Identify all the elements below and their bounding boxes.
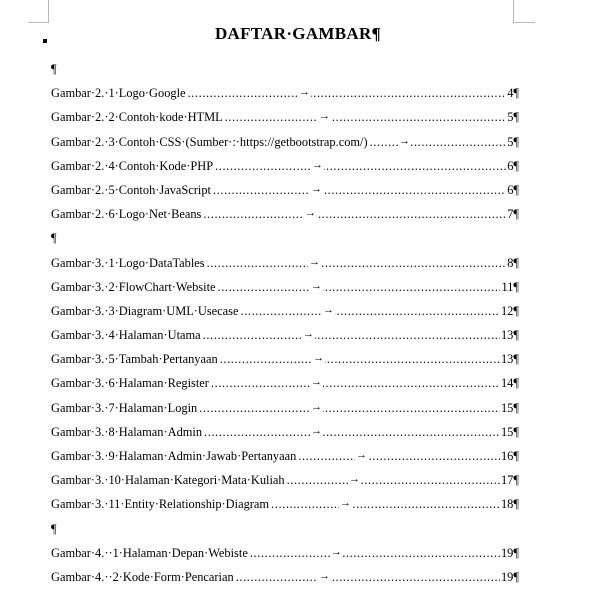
- page-number: 13¶: [500, 352, 519, 367]
- figure-list-entry[interactable]: [51, 130, 519, 154]
- crop-mark-top-left: [28, 22, 49, 23]
- figure-caption: Gambar·3.·8·Halaman·Admin: [51, 424, 203, 439]
- tab-marker-icon: →: [310, 419, 323, 443]
- page-number: 13¶: [500, 328, 519, 343]
- tab-marker-icon: →: [302, 322, 315, 346]
- crop-mark-top-right: [513, 0, 514, 22]
- page-number: 19¶: [500, 569, 519, 584]
- tab-marker-icon: →: [355, 443, 368, 467]
- figure-list-entry[interactable]: [51, 251, 519, 275]
- figure-list-entry[interactable]: [51, 323, 519, 347]
- dot-leader: [225, 105, 506, 129]
- figure-caption: Gambar·2.·3·Contoh·CSS·(Sumber·:·https://getbootstrap.com/): [51, 134, 368, 149]
- page-number: 14¶: [500, 376, 519, 391]
- page-number: 5¶: [507, 110, 519, 125]
- tab-marker-icon: →: [310, 370, 323, 394]
- dot-leader: [213, 178, 506, 202]
- page-number: 7¶: [507, 207, 519, 222]
- figure-caption: Gambar·3.·7·Halaman·Login: [51, 400, 198, 415]
- figure-list-entry[interactable]: [51, 81, 519, 105]
- figure-list-entry[interactable]: [51, 468, 519, 492]
- dot-leader: [207, 251, 507, 275]
- table-of-figures: [51, 57, 519, 589]
- figure-list-entry[interactable]: [51, 275, 519, 299]
- figure-list-entry[interactable]: [51, 444, 519, 468]
- tab-marker-icon: →: [312, 346, 325, 370]
- dot-leader: [218, 275, 501, 299]
- figure-caption: Gambar·3.·5·Tambah·Pertanyaan: [51, 352, 218, 367]
- figure-list-entry[interactable]: [51, 541, 519, 565]
- tab-marker-icon: →: [311, 153, 324, 177]
- figure-list-entry[interactable]: [51, 371, 519, 395]
- figure-caption: Gambar·3.·10·Halaman·Kategori·Mata·Kuliah: [51, 473, 285, 488]
- dot-leader: [203, 323, 500, 347]
- dot-leader: [250, 541, 500, 565]
- figure-caption: Gambar·4.··2·Kode·Form·Pencarian: [51, 569, 234, 584]
- tab-marker-icon: →: [310, 395, 323, 419]
- figure-caption: Gambar·3.·6·Halaman·Register: [51, 376, 209, 391]
- page-number: 6¶: [507, 158, 519, 173]
- tab-marker-icon: →: [310, 274, 323, 298]
- figure-list-entry[interactable]: [51, 105, 519, 129]
- crop-mark-top-right: [513, 22, 535, 23]
- empty-paragraph: ¶: [51, 231, 57, 246]
- figure-caption: Gambar·3.·4·Halaman·Utama: [51, 328, 201, 343]
- dot-leader: [271, 492, 500, 516]
- figure-list-entry[interactable]: [51, 396, 519, 420]
- dot-leader: [199, 396, 500, 420]
- figure-list-entry[interactable]: [51, 202, 519, 226]
- tab-marker-icon: →: [339, 491, 352, 515]
- dot-leader: [298, 444, 500, 468]
- crop-mark-top-left: [48, 0, 49, 22]
- tab-marker-icon: →: [310, 177, 323, 201]
- figure-caption: Gambar·3.·1·Logo·DataTables: [51, 255, 205, 270]
- figure-list-entry[interactable]: [51, 299, 519, 323]
- tab-marker-icon: →: [398, 129, 411, 153]
- figure-list-entry[interactable]: [51, 492, 519, 516]
- dot-leader: [241, 299, 500, 323]
- figure-caption: Gambar·3.·2·FlowChart·Website: [51, 279, 216, 294]
- tab-marker-icon: →: [308, 250, 321, 274]
- empty-paragraph: ¶: [51, 62, 57, 76]
- figure-list-entry[interactable]: [51, 154, 519, 178]
- figure-caption: Gambar·3.·9·Halaman·Admin·Jawab·Pertanyaan: [51, 449, 297, 463]
- page-number: 6¶: [507, 182, 519, 197]
- tab-marker-icon: →: [322, 298, 335, 322]
- dot-leader: [204, 420, 500, 444]
- page-number: 16¶: [500, 449, 519, 463]
- tab-marker-icon: →: [318, 104, 331, 128]
- page-number: 4¶: [507, 86, 519, 101]
- dot-leader: [215, 154, 506, 178]
- figure-caption: Gambar·2.·5·Contoh·JavaScript: [51, 182, 212, 197]
- dot-leader: [236, 565, 500, 589]
- figure-list-entry[interactable]: [51, 347, 519, 371]
- page-number: 11¶: [501, 279, 519, 294]
- figure-caption: Gambar·2.·1·Logo·Google: [51, 86, 186, 101]
- page-title: DAFTAR·GAMBAR¶: [214, 24, 382, 43]
- figure-caption: Gambar·3.·3·Diagram·UML·Usecase: [51, 303, 239, 318]
- tab-marker-icon: →: [318, 564, 331, 588]
- page-number: 18¶: [500, 497, 519, 512]
- tab-marker-icon: →: [330, 540, 343, 564]
- page-number: 15¶: [500, 424, 519, 439]
- tab-marker-icon: →: [304, 201, 317, 225]
- dot-leader: [220, 347, 500, 371]
- empty-paragraph: ¶: [51, 521, 57, 536]
- page-number: 12¶: [500, 303, 519, 318]
- dot-leader: [287, 468, 500, 492]
- dot-leader: [211, 371, 500, 395]
- tab-marker-icon: →: [348, 467, 361, 491]
- tab-marker-icon: →: [298, 80, 311, 104]
- figure-caption: Gambar·2.·2·Contoh·kode·HTML: [51, 110, 223, 125]
- dot-leader: [203, 202, 506, 226]
- figure-caption: Gambar·3.·11·Entity·Relationship·Diagram: [51, 497, 270, 512]
- page-number: 19¶: [500, 545, 519, 560]
- figure-list-entry[interactable]: [51, 178, 519, 202]
- page-number: 17¶: [500, 473, 519, 488]
- figure-list-entry[interactable]: [51, 565, 519, 589]
- dot-leader: [188, 81, 507, 105]
- figure-caption: Gambar·2.·6·Logo·Net·Beans: [51, 207, 202, 222]
- figure-list-entry[interactable]: [51, 420, 519, 444]
- page-number: 15¶: [500, 400, 519, 415]
- figure-caption: Gambar·2.·4·Contoh·Kode·PHP: [51, 158, 214, 173]
- page-number: 5¶: [507, 134, 519, 149]
- figure-caption: Gambar·4.··1·Halaman·Depan·Webiste: [51, 545, 248, 560]
- page-number: 8¶: [507, 255, 519, 270]
- dot-leader: [370, 130, 507, 154]
